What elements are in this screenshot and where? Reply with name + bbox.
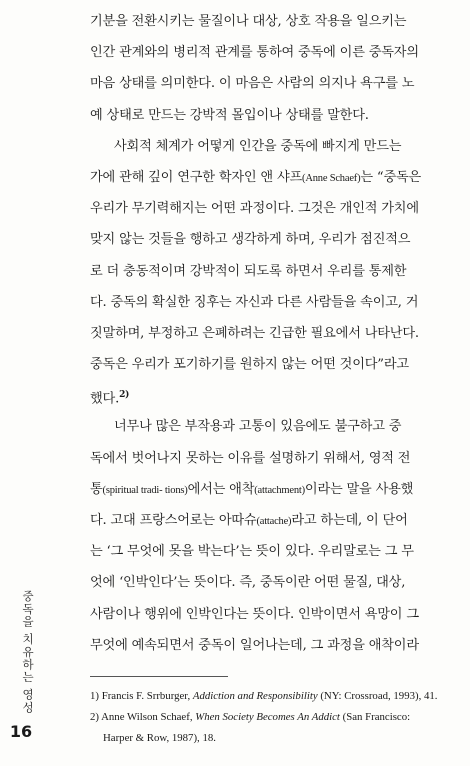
english-term: (spiritual tradi- tions) xyxy=(102,484,188,496)
text-line: 무엇에 예속되면서 중독이 일어나는데, 그 과정을 애착이라 xyxy=(90,637,419,653)
text-line: 는 ‘그 무엇에 못을 박는다’는 뜻이 있다. 우리말로는 그 무 xyxy=(90,544,414,560)
text-line: 중독은 우리가 포기하기를 원하지 않는 어떤 것이다”라고 xyxy=(90,357,409,373)
body-text xyxy=(90,6,454,661)
text-line: 사회적 체계가 어떻게 인간을 중독에 빠지게 만드는 xyxy=(114,138,402,154)
text-line: 로 더 충동적이며 강박적이 되도록 하면서 우리를 통제한 xyxy=(90,263,407,279)
english-term: (attachment) xyxy=(254,484,305,496)
text-segment: (San Francisco: xyxy=(339,711,411,723)
text-line: 너무나 많은 부작용과 고통이 있음에도 불구하고 중 xyxy=(114,419,402,435)
text-segment: 가에 관해 깊이 연구한 학자인 앤 샤프 xyxy=(90,169,303,185)
text-line: 다. 중독의 확실한 징후는 자신과 다른 사람들을 속이고, 거 xyxy=(90,294,419,310)
text-line: 우리가 무기력해지는 어떤 과정이다. 그것은 개인적 가치에 xyxy=(90,201,419,217)
text-line: 사람이나 행위에 인박인다는 뜻이다. 인박이면서 욕망이 그 xyxy=(90,606,419,622)
footnote-reference: 2) xyxy=(119,390,130,401)
text-line: 기분을 전환시키는 물질이나 대상, 상호 작용을 일으키는 xyxy=(90,14,407,29)
footnote-divider xyxy=(90,676,228,677)
text-line: 짓말하며, 부정하고 은폐하려는 긴급한 필요에서 나타난다. xyxy=(90,325,419,341)
text-line xyxy=(90,380,454,411)
text-segment: 이라는 말을 사용했 xyxy=(304,481,414,497)
page-number: 16 xyxy=(9,722,33,741)
book-title: Addiction and Responsibility xyxy=(192,690,318,702)
text-segment: 에서는 애착 xyxy=(187,481,255,497)
running-book-title: 중독을 치유하는 영성 xyxy=(21,590,35,715)
text-line xyxy=(90,162,454,193)
text-line: 맞지 않는 것들을 행하고 생각하게 하며, 우리가 점진적으 xyxy=(90,232,411,248)
text-line: 예 상태로 만드는 강박적 몰입이나 상태를 말한다. xyxy=(90,107,369,123)
text-segment: 는 “중독은 xyxy=(360,169,422,185)
text-segment: (NY: Crossroad, 1993), 41. xyxy=(317,690,438,702)
english-term: (Anne Schaef) xyxy=(302,172,361,184)
text-line: 인간 관계와의 병리적 관계를 통하여 중독에 이른 중독자의 xyxy=(90,45,419,61)
text-line xyxy=(90,505,454,536)
text-line xyxy=(90,474,454,505)
text-segment: 다. 고대 프랑스어로는 아따슈 xyxy=(90,513,257,528)
text-segment: 2) Anne Wilson Schaef, xyxy=(90,711,196,723)
text-segment: 통 xyxy=(90,481,103,497)
footnote-2 xyxy=(90,707,460,728)
text-line: 엇에 ‘인박인다’는 뜻이다. 즉, 중독이란 어떤 물질, 대상, xyxy=(90,575,406,591)
footnote-2-continuation: Harper & Row, 1987), 18. xyxy=(103,732,216,744)
text-segment: 했다. xyxy=(90,391,120,407)
text-line: 독에서 벗어나지 못하는 이유를 설명하기 위해서, 영적 전 xyxy=(90,450,411,466)
footnote-1 xyxy=(90,686,460,707)
text-segment: 라고 하는데, 이 단어 xyxy=(291,513,408,528)
english-term: (attache) xyxy=(256,516,292,527)
book-title: When Society Becomes An Addict xyxy=(195,711,340,723)
text-line: 마음 상태를 의미한다. 이 마음은 사람의 의지나 욕구를 노 xyxy=(90,76,415,92)
footnotes xyxy=(90,686,460,749)
text-segment: 1) Francis F. Srrburger, xyxy=(90,690,193,702)
